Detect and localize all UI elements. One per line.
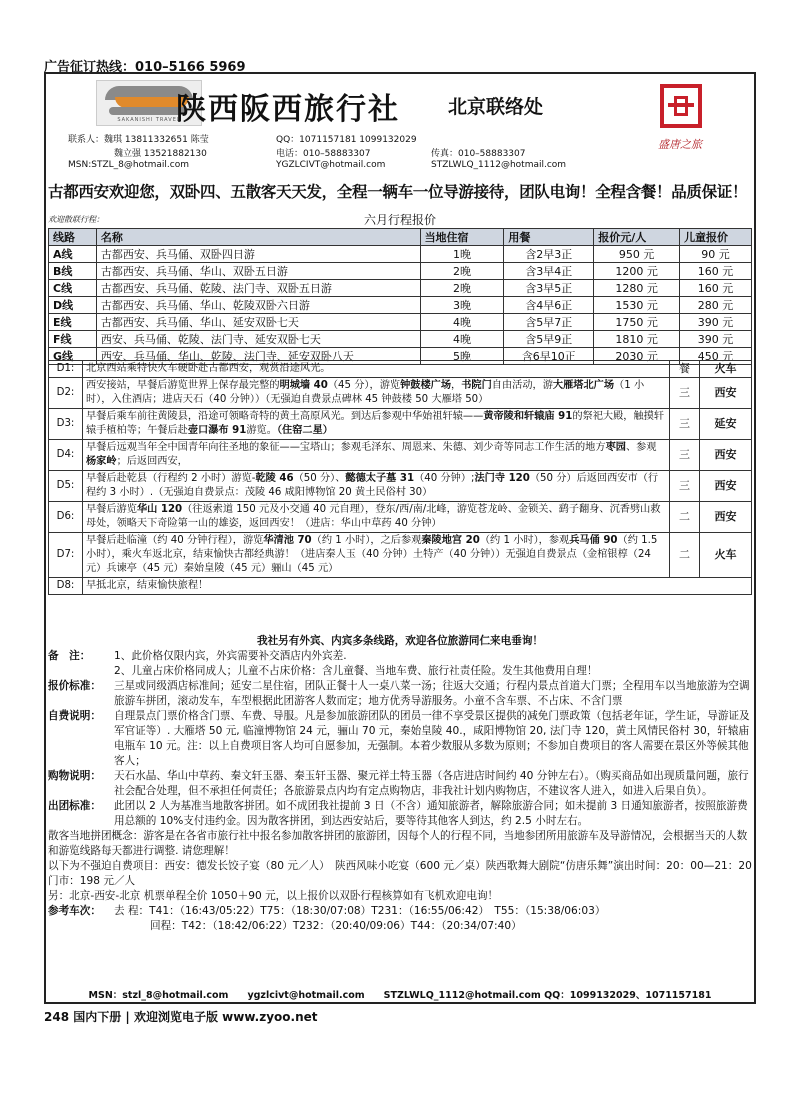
day-description [83,502,670,533]
day-description [83,440,670,471]
attraction: 华清池 70 [263,535,312,546]
text-segment: 早餐后远观当年全中国青年向往圣地的象征——宝塔山；参观毛泽东、周恩来、朱德、刘少奇等同志工作生活的地方 [86,442,606,453]
meal-count: 三 [670,409,700,440]
contact-msn: MSN:STZL_8@hotmail.com [68,160,189,170]
contact-fax: 传真：010–58883307 [431,149,526,159]
seal-icon [660,84,702,128]
route-child-price: 280 元 [680,297,752,314]
expense-text: 自理景点门票价格含门票、车费、导服。凡是参加旅游团队的团员一律不享受景区提供的减免门票政策（包括老年证，学生证，导游证及军官证等）. 大雁塔 50 元, 临潼博物馆 24 元，骊山 70 元，秦始皇陵 40.，咸阳博物馆 20, 法门寺 120，黄土风情民俗村 30，轩辕庙电瓶车 10 元。注：以上自费项目客人均可自愿参加，无强制。本着少数服从多数为原则；不参加自费项目的客人需要在景区外等候其他客人； [114,710,750,767]
route-stay: 2晚 [420,263,504,280]
route-name: 古都西安、兵马俑、华山、乾陵双卧六日游 [96,297,420,314]
route-stay: 5晚 [420,348,504,365]
day-label: D6: [49,502,83,533]
shopping-label: 购物说明： [48,770,101,782]
departure-label: 出团标准： [48,800,101,812]
route-meals: 含5早7正 [504,314,594,331]
meal-count: 三 [670,471,700,502]
day-label: D8: [49,578,83,595]
attraction: 华山 120 [136,504,183,515]
standard-label: 报价标准： [48,680,101,692]
route-meals: 含5早9正 [504,331,594,348]
text-segment: （40 分钟）; [414,473,475,484]
train-row [48,904,752,919]
route-code: E线 [49,314,97,331]
attraction: 秦陵地宫 20 [421,535,480,546]
overnight-place: 西安 [700,502,752,533]
train-row-2 [48,919,752,934]
itinerary-row-d7 [49,533,752,578]
text-segment: （约 1 小时），之后参观 [311,535,422,546]
text-segment: 早餐后赴乾县（行程约 2 小时）游览- [86,473,256,484]
notes-section [48,634,763,934]
attraction: 懿德太子墓 31 [345,473,415,484]
price-table-header [49,229,752,246]
remark-2: 2、儿童占床价格同成人；儿童不占床价格：含儿童餐、当地车费、旅行社责任险。发生其他费用自理！ [114,665,598,677]
header-stay: 当地住宿 [420,229,504,246]
meal-count: 二 [670,502,700,533]
remark-1: 1、此价格仅限内宾，外宾需要补交酒店内外宾差. [114,650,347,662]
route-name: 古都西安、兵马俑、乾陵、法门寺、双卧五日游 [96,280,420,297]
flight-note: 另：北京-西安-北京 机票单程全价 1050＋90 元，以上报价以双卧行程核算如有飞机欢迎电询！ [48,890,499,902]
day-label: D1: [49,361,83,378]
route-price: 2030 元 [594,348,680,365]
route-child-price: 160 元 [680,263,752,280]
day-description: 早抵北京，结束愉快旅程！ [83,578,752,595]
attraction: 明城墙 40 [279,380,328,391]
header-meals: 用餐 [504,229,594,246]
route-name: 古都西安、兵马俑、华山、延安双卧七天 [96,314,420,331]
train-back: 回程：T42：（18:42/06:22）T232：（20:40/09:06）T44：（20:34/07:40） [150,920,522,932]
day-label: D2: [49,378,83,409]
text-segment: （45 分），游览 [327,380,401,391]
text-segment: 早餐后游览 [86,504,137,515]
text-segment: ， [451,380,462,391]
subhead-left: 欢迎散联行程： [48,215,104,224]
train-label: 参考车次： [48,905,101,917]
route-price: 1810 元 [594,331,680,348]
header-price: 报价元/人 [594,229,680,246]
standard-row [48,679,752,709]
overnight-place: 西安 [700,440,752,471]
seal-icon-bar [668,103,694,107]
day-description [83,378,670,409]
table-row [49,297,752,314]
footer-contacts: MSN：stzl_8@hotmail.com ygzlcivt@hotmail.com STZLWLQ_1112@hotmail.com QQ：1099132029、1071157181 [88,990,712,1001]
table-row [49,280,752,297]
concept-note: 散客当地拼团概念：游客是在各省市旅行社中报名参加散客拼团的旅游团，因每个人的行程不同，当地参团所用旅游车及导游情况，会根据当天的人数和游览线路每天都进行调整. 请您理解！ [48,830,748,857]
itinerary-row-d6 [49,502,752,533]
expense-row [48,709,752,769]
route-stay: 1晚 [420,246,504,263]
subhead [46,210,754,228]
route-price: 950 元 [594,246,680,263]
day-label: D4: [49,440,83,471]
route-code: D线 [49,297,97,314]
expense-label: 自费说明： [48,710,101,722]
attraction: （住窑二星） [276,425,333,436]
overnight-place: 西安 [700,471,752,502]
text-segment: 早餐后赴临潼（约 40 分钟行程），游览 [86,535,264,546]
text-segment: （50 分）、 [293,473,346,484]
route-child-price: 390 元 [680,314,752,331]
remark-spacer [48,664,114,679]
text-segment: （往返索道 150 元及小交通 40 元自理），登东/西/南/北峰，游览苍龙岭、金锁关、鹞子翻身、沉香劈山救母处，领略天下奇险第一山的雄姿，返回西安！（进店：华山中草药 40 分钟） [86,504,661,529]
route-stay: 2晚 [420,280,504,297]
meal-count: 餐 [670,361,700,378]
route-name: 西安、兵马俑、乾陵、法门寺、延安双卧七天 [96,331,420,348]
remark-row-2 [48,664,752,679]
route-price: 1750 元 [594,314,680,331]
shopping-text: 天石水晶、华山中草药、秦文轩玉器、秦玉轩玉器、聚元祥土特玉器（各店进店时间约 40 分钟左右）。（购买商品如出现质量问题，旅行社会配合处理，但不承担任何责任；各旅游景点内均有定点购物店，非我社计划内购物店，不建议客人进入，如进入后果自负）。 [114,770,749,797]
route-code: G线 [49,348,97,365]
contact-email-1: YGZLCIVT@hotmail.com [276,160,386,170]
page-number: 248 [44,1010,70,1024]
day-label: D7: [49,533,83,578]
text-segment: 、参观 [625,442,657,453]
itinerary-row-d4 [49,440,752,471]
header-route: 线路 [49,229,97,246]
route-meals: 含6早10正 [504,348,594,365]
day-description [83,533,670,578]
contact-person-2: 魏立强 13521882130 [114,149,207,159]
text-segment: （约 1.5 小时），乘火车返北京，结束愉快古都经典游！（进店秦人玉（40 分钟）土特产（40 分钟））无强迫自费景点（金棺银椁（24 元）兵谏亭（45 元）秦始皇陵（45 元）骊山（45 元） [86,535,658,574]
meal-count: 二 [670,533,700,578]
contact-phone: 电话：010–58883307 [276,149,371,159]
itinerary-row-d1 [49,361,752,378]
meal-count: 三 [670,378,700,409]
header [46,74,754,178]
route-stay: 4晚 [420,331,504,348]
ad-hotline: 广告征订热线：010–5166 5969 [44,60,246,75]
route-name: 古都西安、兵马俑、双卧四日游 [96,246,420,263]
itinerary-row-d2 [49,378,752,409]
text-segment: （50 分）后返回西安市（行程约 3 小时）.（无强迫自费景点：茂陵 46 咸阳博物馆 20 黄土民俗村 30） [86,473,659,498]
text-segment: 游览。 [246,425,277,436]
departure-row [48,799,752,829]
route-price: 1200 元 [594,263,680,280]
route-meals: 含2早3正 [504,246,594,263]
text-segment: 自由活动，游 [491,380,553,391]
route-child-price: 160 元 [680,280,752,297]
day-label: D3: [49,409,83,440]
route-code: C线 [49,280,97,297]
route-child-price: 390 元 [680,331,752,348]
contact-email-2: STZLWLQ_1112@hotmail.com [431,160,567,170]
table-row [49,263,752,280]
itinerary-row-d5 [49,471,752,502]
itinerary-row-d3 [49,409,752,440]
seal-caption: 盛唐之旅 [658,138,702,151]
standard-text: 三星或同级酒店标准间；延安二星住宿，团队正餐十人一桌八菜一汤；往返大交通；行程内景点首道大门票；全程用车以当地旅游为空调旅游车拼团，滚动发车，车型根据此团游客人数而定；地方优秀导游服务。小童不含车票、不占床、不含门票 [114,680,750,707]
itinerary-table [48,360,752,595]
route-code: F线 [49,331,97,348]
departure-text: 此团以 2 人为基准当地散客拼团。如不成团我社提前 3 日（不含）通知旅游者，解除旅游合同；如未提前 3 日通知旅游者，按照旅游费用总额的 10%支付违约金。因为散客拼团，到达西安站后，要等待其他客人到达，约 2.5 小时左右。 [114,800,748,827]
train-spacer [48,919,114,934]
subhead-title: 六月行程报价 [363,213,436,227]
remark-row [48,649,752,664]
header-name: 名称 [96,229,420,246]
attraction: 壶口瀑布 91 [187,425,247,436]
text-segment: 西安接站，早餐后游览世界上保存最完整的 [86,380,280,391]
route-stay: 3晚 [420,297,504,314]
day-description [83,471,670,502]
overnight-place: 火车 [700,533,752,578]
overnight-place: 延安 [700,409,752,440]
shopping-row [48,769,752,799]
day-description: 北京西站乘特快火车硬卧赴古都西安，观赏沿途风光。 [83,361,670,378]
attraction: 杨家岭 [86,456,117,467]
overnight-place: 火车 [700,361,752,378]
page-section: 国内下册 | 欢迎浏览电子版 www.zyoo.net [73,1010,318,1024]
route-price: 1530 元 [594,297,680,314]
route-stay: 4晚 [420,314,504,331]
company-name: 陕西阪西旅行社 [176,92,400,127]
table-row [49,331,752,348]
attraction: 枣园 [605,442,626,453]
day-description [83,409,670,440]
route-meals: 含3早5正 [504,280,594,297]
route-code: A线 [49,246,97,263]
route-code: B线 [49,263,97,280]
optional-note: 以下为不强迫自费项目：西安：德发长饺子宴（80 元／人） 陕西风味小吃宴（600 元／桌）陕西歌舞大剧院“仿唐乐舞”演出时间：20：00—21：20 门市：198 元／人 [48,860,763,887]
route-meals: 含3早4正 [504,263,594,280]
attraction: 黄帝陵和轩辕庙 91 [483,411,573,422]
text-segment: ；后返回西安， [116,456,188,467]
attraction: 兵马俑 90 [569,535,618,546]
contact-person-1: 联系人：魏琪 13811332651 陈莹 [68,135,209,145]
route-price: 1280 元 [594,280,680,297]
itinerary-row-d8 [49,578,752,595]
route-name: 古都西安、兵马俑、华山、双卧五日游 [96,263,420,280]
ad-frame [44,72,763,1004]
text-segment: （约 1 小时），参观 [479,535,570,546]
text-segment: （1 小时），入住酒店；进店天石（40 分钟））（无强迫自费景点碑林 45 钟鼓楼 50 大雁塔 50） [86,380,645,405]
table-row [49,246,752,263]
text-segment: 早餐后乘车前往黄陵县，沿途可领略奇特的黄土高原风光。到达后参观中华始祖轩辕—— [86,411,484,422]
train-go: 去 程：T41：（16:43/05:22）T75：（18:30/07:08）T231：（16:55/06:42） T55：（15:38/06:03） [114,905,606,917]
attraction: 书院门 [461,380,492,391]
logo-text: SAKANISHI TRAVEL [117,117,181,123]
price-table [48,228,752,365]
route-meals: 含4早6正 [504,297,594,314]
page-footer [44,1008,318,1025]
day-label: D5: [49,471,83,502]
meal-count: 三 [670,440,700,471]
contact-qq: QQ：1071157181 1099132029 [276,135,417,145]
overnight-place: 西安 [700,378,752,409]
route-name: 西安、兵马俑、华山、乾陵、法门寺、延安双卧八天 [96,348,420,365]
route-child-price: 90 元 [680,246,752,263]
table-row [49,314,752,331]
attraction: 大雁塔北广场 [552,380,615,391]
welcome-note: 我社另有外宾、内宾多条线路，欢迎各位旅游同仁来电垂询！ [256,635,544,647]
attraction: 法门寺 120 [474,473,530,484]
route-child-price: 450 元 [680,348,752,365]
slogan: 古都西安欢迎您，双卧四、五散客天天发，全程一辆车一位导游接待，团队电询！全程含餐！品质保证！ [48,183,748,201]
remark-label: 备 注： [48,650,91,662]
attraction: 乾陵 46 [255,473,294,484]
text-segment: 的祭祀大殿，触摸轩辕手植柏等；午餐后赴 [86,411,665,436]
attraction: 钟鼓楼广场 [400,380,452,391]
header-child-price: 儿童报价 [680,229,752,246]
office-name: 北京联络处 [448,96,544,118]
